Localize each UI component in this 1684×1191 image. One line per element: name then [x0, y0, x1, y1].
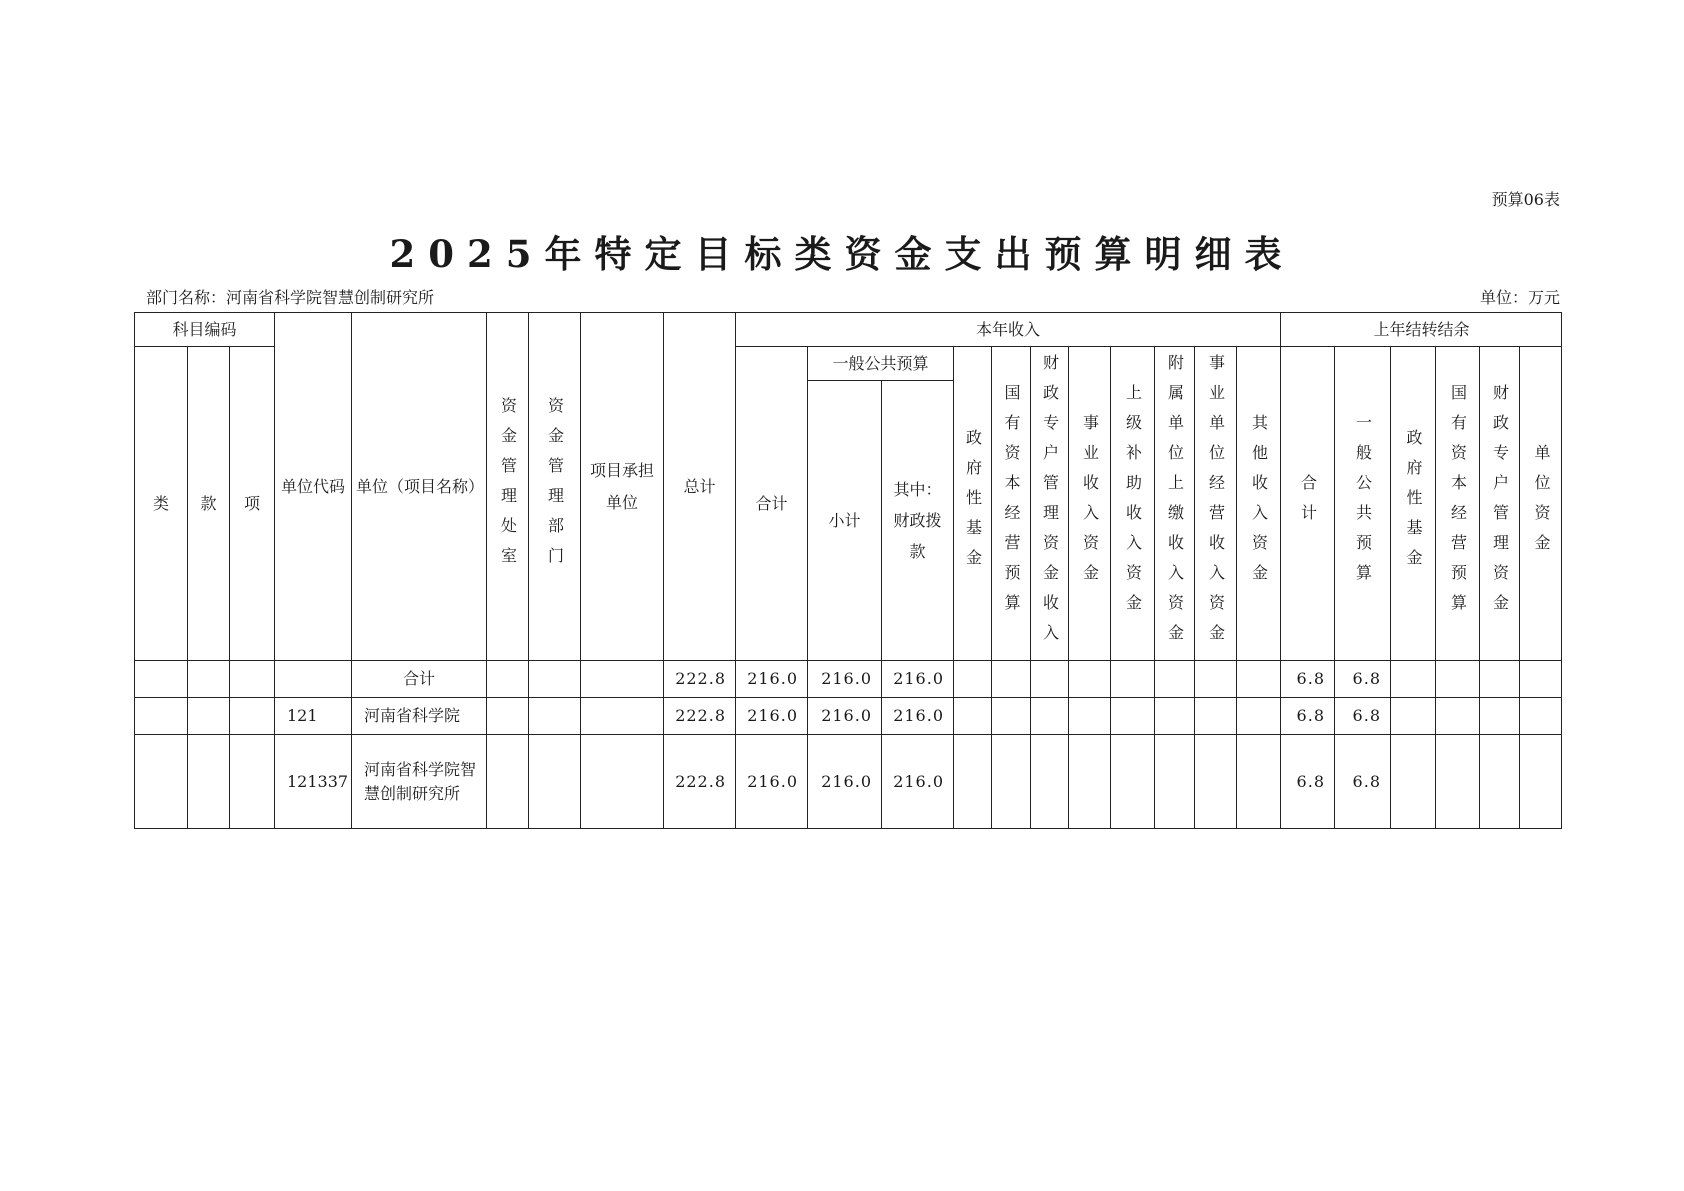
header-state-capital: 国有资本经营预算	[991, 346, 1030, 660]
cell-unit-name: 河南省科学院	[351, 697, 486, 734]
header-item: 项	[229, 346, 274, 660]
cell-other-income	[1236, 697, 1280, 734]
cell-unit-code: 121	[274, 697, 351, 734]
cell-fund-mgmt-office	[486, 734, 528, 829]
cell-carry-gov-fund	[1390, 734, 1435, 829]
header-carry-total: 合计	[1280, 346, 1334, 660]
cell-superior-subsidy	[1110, 660, 1154, 697]
cell-superior-subsidy	[1110, 697, 1154, 734]
cell-grand-total: 222.8	[663, 660, 735, 697]
cell-carry-general: 6.8	[1334, 734, 1390, 829]
cell-fiscal-special	[1030, 660, 1068, 697]
unit-label: 单位：万元	[1479, 288, 1560, 307]
table-border-right	[1561, 312, 1562, 829]
cell-unit-name: 合计	[351, 660, 486, 697]
cell-business-income	[1068, 697, 1110, 734]
document-title: 2025年特定目标类资金支出预算明细表	[389, 232, 1295, 276]
header-affiliated-income: 附属单位上缴收入资金	[1154, 346, 1194, 660]
header-carryover: 上年结转结余	[1280, 312, 1562, 346]
cell-item	[229, 734, 274, 829]
cell-state-capital	[991, 734, 1030, 829]
cell-item	[229, 697, 274, 734]
cell-carry-unit-funds	[1519, 697, 1562, 734]
cell-business-income	[1068, 734, 1110, 829]
cell-carry-fiscal-special	[1479, 660, 1519, 697]
cell-fund-mgmt-office	[486, 697, 528, 734]
cell-carry-general: 6.8	[1334, 660, 1390, 697]
header-operating-income: 事业单位经营收入资金	[1194, 346, 1236, 660]
cell-project-unit	[580, 660, 663, 697]
cell-grand-total: 222.8	[663, 734, 735, 829]
cell-carry-gov-fund	[1390, 660, 1435, 697]
cell-class	[134, 734, 187, 829]
cell-section	[187, 697, 229, 734]
cell-item	[229, 660, 274, 697]
header-section: 款	[187, 346, 229, 660]
header-business-income: 事业收入资金	[1068, 346, 1110, 660]
header-unit-code: 单位代码	[274, 312, 351, 660]
header-fiscal-special: 财政专户管理资金收入	[1030, 346, 1068, 660]
cell-carry-total: 6.8	[1280, 660, 1334, 697]
cell-section	[187, 660, 229, 697]
cell-current-total: 216.0	[735, 697, 807, 734]
header-carry-unit-funds: 单位资金	[1519, 346, 1562, 660]
cell-other-income	[1236, 734, 1280, 829]
form-code: 预算06表	[1491, 190, 1560, 209]
table-border-bottom	[134, 828, 1562, 829]
cell-current-total: 216.0	[735, 660, 807, 697]
cell-class	[134, 697, 187, 734]
header-gov-fund: 政府性基金	[953, 346, 991, 660]
cell-subtotal: 216.0	[807, 660, 881, 697]
cell-business-income	[1068, 660, 1110, 697]
cell-fiscal-appropriation: 216.0	[881, 697, 953, 734]
cell-unit-code	[274, 660, 351, 697]
cell-affiliated-income	[1154, 734, 1194, 829]
cell-section	[187, 734, 229, 829]
header-carry-general: 一般公共预算	[1334, 346, 1390, 660]
header-fiscal-appropriation: 其中：财政拨款	[881, 380, 953, 660]
header-other-income: 其他收入资金	[1236, 346, 1280, 660]
cell-operating-income	[1194, 734, 1236, 829]
cell-carry-gov-fund	[1390, 697, 1435, 734]
cell-carry-state-capital	[1435, 660, 1479, 697]
cell-affiliated-income	[1154, 697, 1194, 734]
cell-carry-fiscal-special	[1479, 697, 1519, 734]
cell-fund-mgmt-dept	[528, 734, 580, 829]
cell-unit-name: 河南省科学院智慧创制研究所	[351, 734, 486, 829]
header-general-budget: 一般公共预算	[807, 346, 953, 380]
header-project-unit: 项目承担单位	[580, 312, 663, 660]
cell-carry-unit-funds	[1519, 660, 1562, 697]
cell-carry-general: 6.8	[1334, 697, 1390, 734]
header-carry-state-capital: 国有资本经营预算	[1435, 346, 1479, 660]
cell-fiscal-special	[1030, 697, 1068, 734]
cell-fund-mgmt-dept	[528, 697, 580, 734]
cell-affiliated-income	[1154, 660, 1194, 697]
header-unit-name: 单位（项目名称）	[351, 312, 486, 660]
cell-carry-unit-funds	[1519, 734, 1562, 829]
department-name: 部门名称：河南省科学院智慧创制研究所	[146, 288, 435, 307]
cell-operating-income	[1194, 697, 1236, 734]
header-carry-fiscal-special: 财政专户管理资金	[1479, 346, 1519, 660]
cell-subtotal: 216.0	[807, 697, 881, 734]
cell-state-capital	[991, 660, 1030, 697]
cell-project-unit	[580, 734, 663, 829]
cell-fiscal-special	[1030, 734, 1068, 829]
header-carry-gov-fund: 政府性基金	[1390, 346, 1435, 660]
cell-unit-code: 121337	[274, 734, 351, 829]
header-subtotal: 小计	[807, 380, 881, 660]
header-fund-mgmt-office: 资金管理处室	[486, 312, 528, 660]
header-fund-mgmt-dept: 资金管理部门	[528, 312, 580, 660]
cell-operating-income	[1194, 660, 1236, 697]
cell-fund-mgmt-office	[486, 660, 528, 697]
budget-table	[134, 312, 1562, 829]
cell-gov-fund	[953, 697, 991, 734]
cell-superior-subsidy	[1110, 734, 1154, 829]
cell-fund-mgmt-dept	[528, 660, 580, 697]
header-subject-code: 科目编码	[134, 312, 274, 346]
cell-other-income	[1236, 660, 1280, 697]
cell-state-capital	[991, 697, 1030, 734]
cell-carry-total: 6.8	[1280, 697, 1334, 734]
header-current-income: 本年收入	[735, 312, 1280, 346]
cell-carry-state-capital	[1435, 697, 1479, 734]
cell-carry-total: 6.8	[1280, 734, 1334, 829]
header-superior-subsidy: 上级补助收入资金	[1110, 346, 1154, 660]
cell-fiscal-appropriation: 216.0	[881, 660, 953, 697]
cell-carry-state-capital	[1435, 734, 1479, 829]
header-grand-total: 总计	[663, 312, 735, 660]
cell-class	[134, 660, 187, 697]
cell-gov-fund	[953, 660, 991, 697]
cell-current-total: 216.0	[735, 734, 807, 829]
cell-gov-fund	[953, 734, 991, 829]
header-class: 类	[134, 346, 187, 660]
header-current-total: 合计	[735, 346, 807, 660]
cell-grand-total: 222.8	[663, 697, 735, 734]
cell-carry-fiscal-special	[1479, 734, 1519, 829]
cell-project-unit	[580, 697, 663, 734]
cell-subtotal: 216.0	[807, 734, 881, 829]
cell-fiscal-appropriation: 216.0	[881, 734, 953, 829]
